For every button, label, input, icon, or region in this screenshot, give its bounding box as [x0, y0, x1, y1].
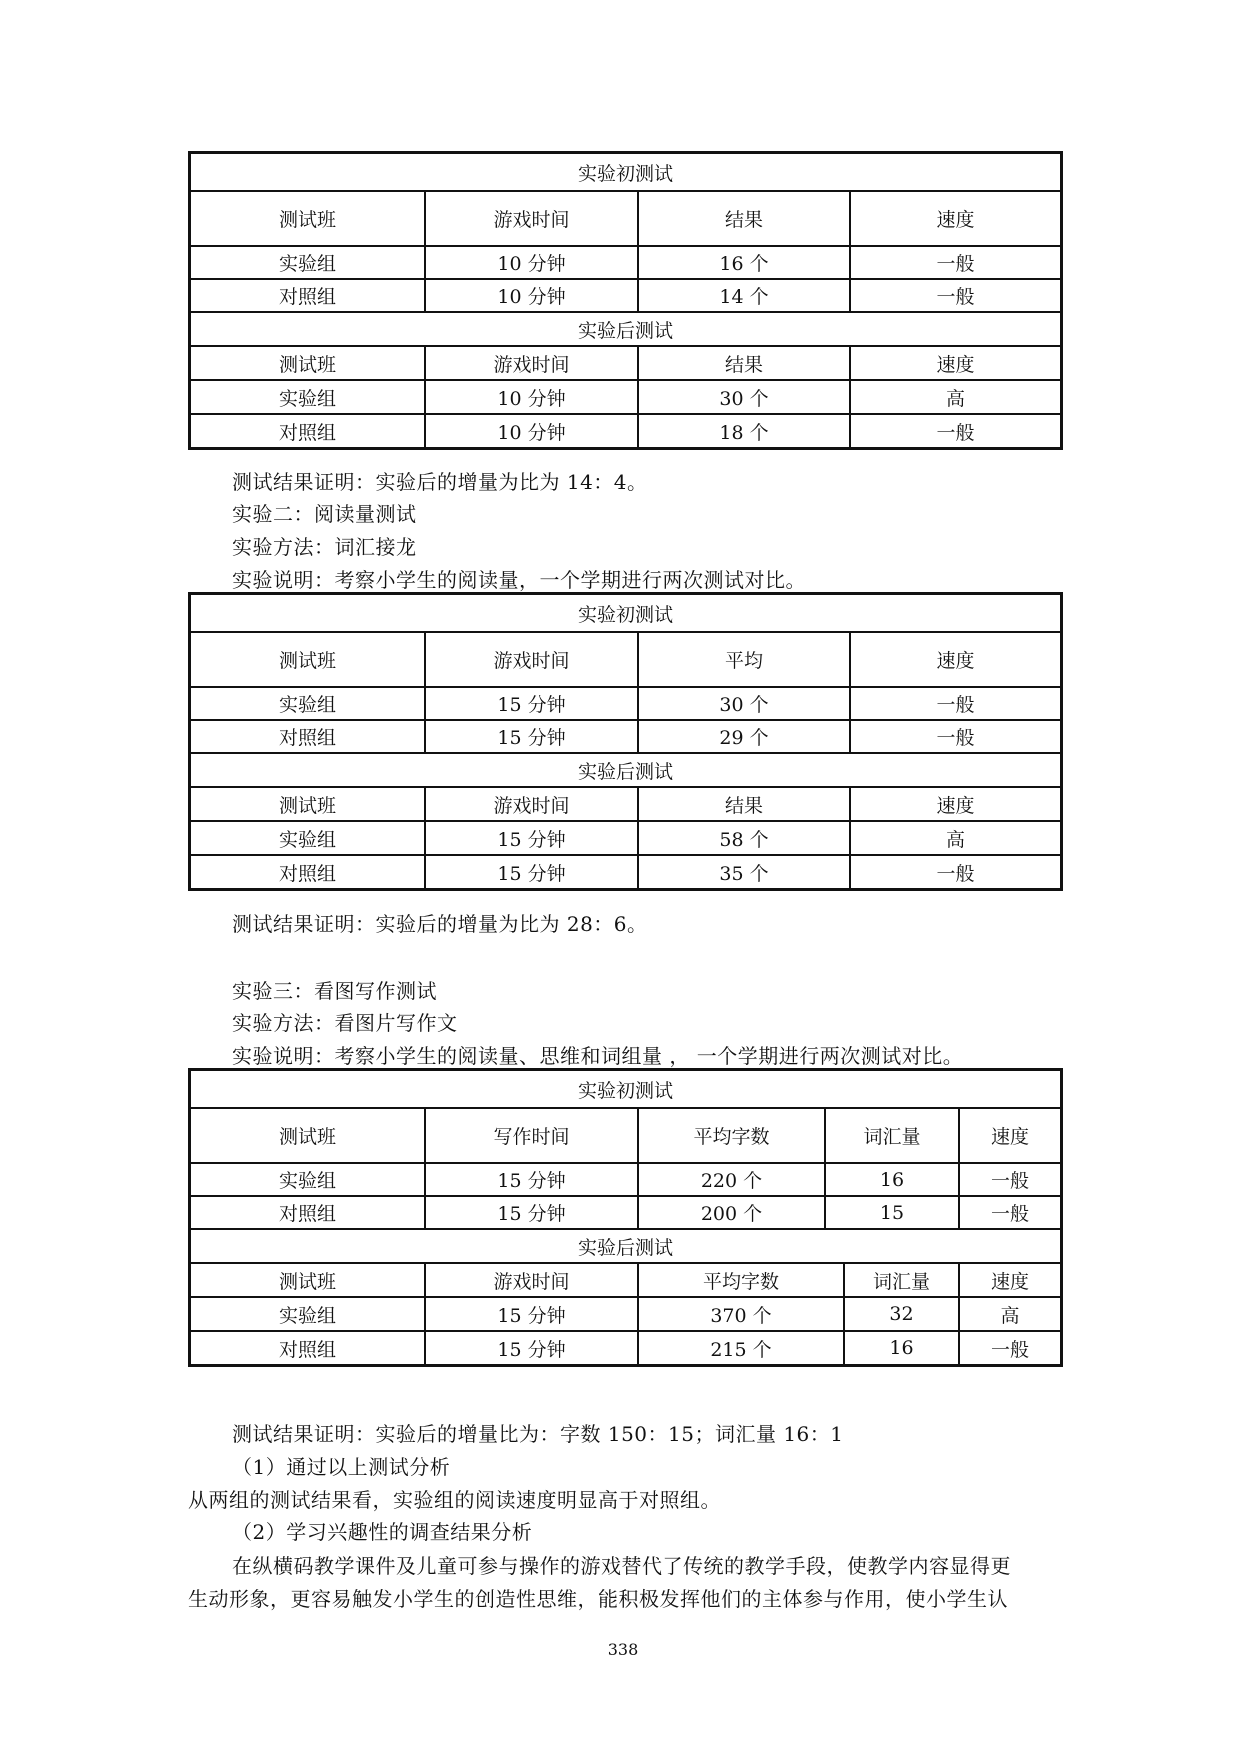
table-cell: 高	[849, 822, 1060, 854]
table-cell: 16	[843, 1332, 958, 1364]
table-cell: 对照组	[278, 421, 336, 444]
table-cell: 实验组	[278, 1304, 336, 1327]
table-cell: 15 分钟	[424, 1298, 637, 1330]
table-cell: 18 个	[637, 415, 849, 447]
table-header-cell: 写作时间	[424, 1109, 637, 1162]
table-cell: 高	[958, 1298, 1060, 1330]
description-text: 实验说明：考察小学生的阅读量，一个学期进行两次测试对比。	[232, 568, 806, 592]
table-cell: 10 分钟	[424, 247, 637, 278]
table-header-cell: 测试班	[278, 794, 336, 817]
table-cell: 实验组	[278, 253, 336, 275]
table-header-cell: 游戏时间	[424, 788, 637, 820]
table-header-cell: 速度	[958, 1264, 1060, 1296]
section-heading: 实验三：看图写作测试	[232, 979, 437, 1003]
table-section-title: 实验初测试	[577, 1079, 673, 1102]
table-header-cell: 结果	[637, 788, 849, 820]
table-cell: 一般	[849, 688, 1060, 719]
table-cell: 15 分钟	[424, 822, 637, 854]
table-cell: 29 个	[637, 721, 849, 752]
table-header-cell: 结果	[637, 192, 849, 245]
table-cell: 实验组	[278, 1170, 336, 1192]
table-cell: 10 分钟	[424, 381, 637, 413]
table-header-cell: 词汇量	[843, 1264, 958, 1296]
table-header-cell: 测试班	[278, 353, 336, 376]
table-cell: 15 分钟	[424, 856, 637, 888]
table-cell: 一般	[849, 247, 1060, 278]
table-header-cell: 平均	[637, 633, 849, 686]
table-cell: 15 分钟	[424, 721, 637, 752]
table-cell: 一般	[849, 415, 1060, 447]
table-cell: 35 个	[637, 856, 849, 888]
table-header-cell: 游戏时间	[424, 1264, 637, 1296]
table-cell: 220 个	[637, 1164, 824, 1195]
description-text: 实验说明：考察小学生的阅读量、思维和词组量 ， 一个学期进行两次测试对比。	[232, 1044, 964, 1068]
method-text: 实验方法：看图片写作文	[232, 1011, 458, 1035]
table-header-cell: 词汇量	[824, 1109, 958, 1162]
table-cell: 实验组	[278, 694, 336, 716]
analysis-heading: （1）通过以上测试分析	[232, 1455, 451, 1479]
table-cell: 高	[849, 381, 1060, 413]
result-text: 测试结果证明：实验后的增量为比为 28：6。	[232, 912, 648, 936]
table-cell: 16 个	[637, 247, 849, 278]
table-cell: 15 分钟	[424, 688, 637, 719]
table-cell: 对照组	[278, 286, 336, 308]
experiment1-table	[188, 151, 1063, 450]
table-header-cell: 速度	[849, 192, 1060, 245]
table-cell: 10 分钟	[424, 415, 637, 447]
table-cell: 对照组	[278, 727, 336, 749]
table-cell: 58 个	[637, 822, 849, 854]
table-header-cell: 测试班	[278, 650, 336, 672]
table-cell: 215 个	[637, 1332, 843, 1364]
table-cell: 30 个	[637, 688, 849, 719]
table-header-cell: 测试班	[278, 1270, 336, 1293]
table-cell: 200 个	[637, 1197, 824, 1228]
table-header-cell: 游戏时间	[424, 633, 637, 686]
table-header-cell: 速度	[849, 633, 1060, 686]
table-cell: 15	[824, 1197, 958, 1228]
table-cell: 实验组	[278, 828, 336, 851]
table-cell: 一般	[958, 1197, 1060, 1228]
result-text: 测试结果证明：实验后的增量比为：字数 150：15；词汇量 16：1	[232, 1422, 844, 1446]
table-header-cell: 测试班	[278, 209, 336, 231]
table-cell: 15 分钟	[424, 1332, 637, 1364]
table-cell: 15 分钟	[424, 1197, 637, 1228]
experiment3-table	[188, 1068, 1063, 1367]
table-header-cell: 速度	[849, 347, 1060, 379]
table-cell: 32	[843, 1298, 958, 1330]
analysis-heading: （2）学习兴趣性的调查结果分析	[232, 1520, 533, 1544]
table-header-cell: 速度	[958, 1109, 1060, 1162]
table-header-cell: 平均字数	[637, 1109, 824, 1162]
table-cell: 实验组	[278, 387, 336, 410]
table-cell: 10 分钟	[424, 280, 637, 311]
table-section-title: 实验初测试	[577, 603, 673, 626]
table-cell: 一般	[958, 1164, 1060, 1195]
paragraph-line: 在纵横码教学课件及儿童可参与操作的游戏替代了传统的教学手段，使教学内容显得更	[232, 1554, 1011, 1578]
table-cell: 30 个	[637, 381, 849, 413]
table-header-cell: 速度	[849, 788, 1060, 820]
method-text: 实验方法：词汇接龙	[232, 535, 417, 559]
table-cell: 370 个	[637, 1298, 843, 1330]
paragraph-line: 生动形象，更容易触发小学生的创造性思维，能积极发挥他们的主体参与作用，使小学生认	[188, 1587, 1008, 1611]
table-header-cell: 游戏时间	[424, 347, 637, 379]
table-cell: 16	[824, 1164, 958, 1195]
table-section-title: 实验初测试	[577, 162, 673, 185]
experiment2-table	[188, 592, 1063, 891]
table-cell: 一般	[849, 280, 1060, 311]
table-section-title: 实验后测试	[577, 319, 673, 342]
table-cell: 一般	[849, 721, 1060, 752]
table-cell: 对照组	[278, 1203, 336, 1225]
table-cell: 一般	[849, 856, 1060, 888]
table-header-cell: 结果	[637, 347, 849, 379]
table-cell: 对照组	[278, 1338, 336, 1361]
analysis-text: 从两组的测试结果看，实验组的阅读速度明显高于对照组。	[188, 1488, 721, 1512]
table-cell: 对照组	[278, 862, 336, 885]
result-text: 测试结果证明：实验后的增量为比为 14：4。	[232, 470, 648, 494]
table-section-title: 实验后测试	[577, 760, 673, 783]
table-section-title: 实验后测试	[577, 1236, 673, 1259]
page-number: 338	[607, 1640, 639, 1659]
table-cell: 一般	[958, 1332, 1060, 1364]
section-heading: 实验二：阅读量测试	[232, 502, 417, 526]
table-header-cell: 平均字数	[637, 1264, 843, 1296]
table-header-cell: 测试班	[278, 1126, 336, 1148]
table-cell: 14 个	[637, 280, 849, 311]
table-header-cell: 游戏时间	[424, 192, 637, 245]
table-cell: 15 分钟	[424, 1164, 637, 1195]
